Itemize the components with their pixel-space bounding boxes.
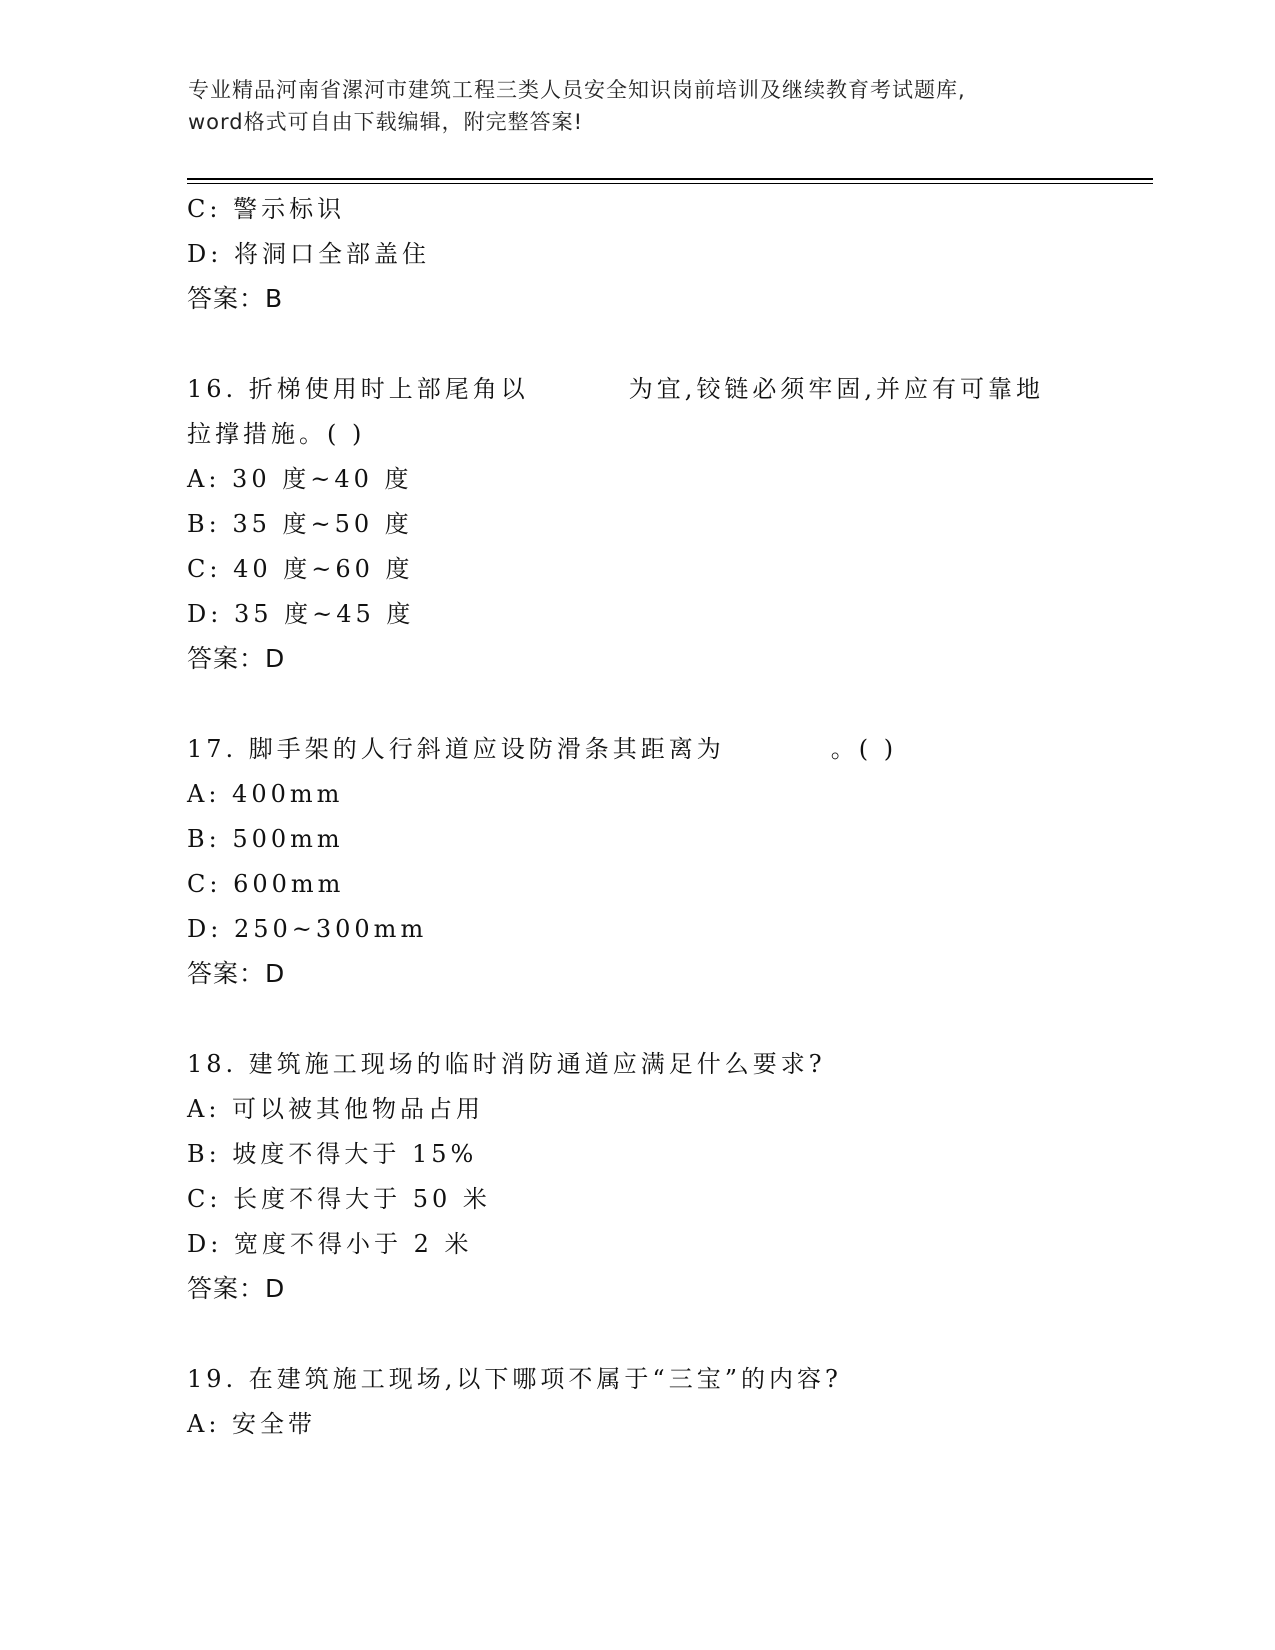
q16-stem-part-2: 为宜,铰链必须牢固,并应有可靠地 [628,375,1045,403]
q18-option-b: B: 坡度不得大于 15% [187,1140,478,1168]
q16-option-b: B: 35 度~50 度 [187,510,413,538]
q16-stem-part-1: 16. 折梯使用时上部尾角以 [187,375,529,403]
q17-option-a: A: 400mm [187,780,344,808]
header-line-2: word格式可自由下载编辑，附完整答案! [188,110,584,134]
q19-option-a: A: 安全带 [187,1410,317,1438]
header-line-1: 专业精品河南省漯河市建筑工程三类人员安全知识岗前培训及继续教育考试题库, [188,78,966,102]
header-rule-thin [187,183,1153,184]
q18-option-a: A: 可以被其他物品占用 [187,1095,485,1123]
q17-stem-line-1 [187,734,897,764]
q16-stem-line-1 [187,374,1044,404]
q17-answer: 答案：D [187,959,286,988]
q15-option-c: C: 警示标识 [187,195,346,223]
q16-option-a: A: 30 度~40 度 [187,465,413,493]
q18-option-d: D: 宽度不得小于 2 米 [187,1230,473,1258]
q17-option-b: B: 500mm [187,825,344,853]
q16-stem-line-2: 拉撑措施。( ) [187,420,366,448]
q17-option-d: D: 250~300mm [187,915,428,943]
q17-stem-part-2: 。( ) [830,735,898,763]
q17-option-c: C: 600mm [187,870,345,898]
q18-answer: 答案：D [187,1274,286,1303]
q18-stem: 18. 建筑施工现场的临时消防通道应满足什么要求? [187,1050,826,1078]
q16-option-d: D: 35 度~45 度 [187,600,415,628]
q18-option-c: C: 长度不得大于 50 米 [187,1185,491,1213]
q16-answer: 答案：D [187,644,286,673]
q15-answer: 答案：B [187,284,284,313]
q16-option-c: C: 40 度~60 度 [187,555,414,583]
q15-option-d: D: 将洞口全部盖住 [187,240,430,268]
document-header [188,74,1108,138]
q17-stem-part-1: 17. 脚手架的人行斜道应设防滑条其距离为 [187,735,725,763]
header-rule-thick [187,178,1153,180]
q19-stem: 19. 在建筑施工现场,以下哪项不属于“三宝”的内容? [187,1365,842,1393]
